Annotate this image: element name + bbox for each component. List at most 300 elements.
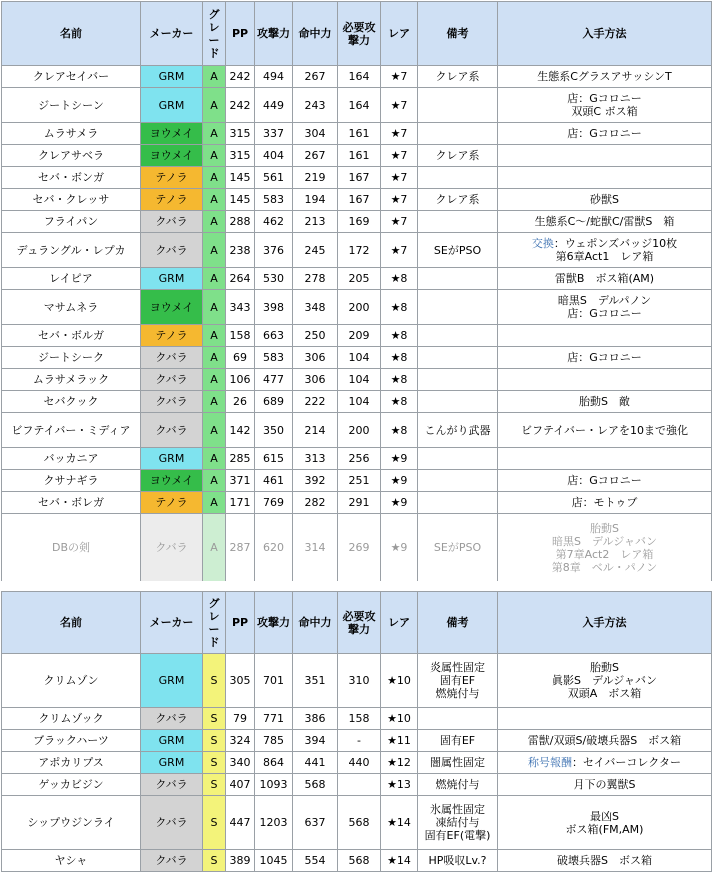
note-cell (418, 123, 498, 145)
note-cell (418, 211, 498, 233)
grade-cell: A (203, 290, 226, 325)
attack-cell: 530 (255, 268, 293, 290)
attack-cell: 337 (255, 123, 293, 145)
header-note: 備考 (418, 592, 498, 654)
table-row (2, 290, 712, 325)
table-row (2, 325, 712, 347)
required-attack-cell: 167 (338, 189, 381, 211)
maker-cell: ヨウメイ (141, 145, 203, 167)
maker-cell: テノラ (141, 189, 203, 211)
rarity-cell: ★10 (381, 708, 418, 730)
grade-cell: A (203, 470, 226, 492)
required-attack-cell: 104 (338, 369, 381, 391)
note-cell (418, 290, 498, 325)
attack-cell: 785 (255, 730, 293, 752)
grade-cell: A (203, 413, 226, 448)
attack-cell: 1093 (255, 774, 293, 796)
rarity-cell: ★7 (381, 211, 418, 233)
pp-cell: 305 (226, 654, 255, 708)
acquire-cell: 砂獣S (498, 189, 712, 211)
grade-cell: A (203, 492, 226, 514)
pp-cell: 238 (226, 233, 255, 268)
header-rarity: レア (381, 592, 418, 654)
maker-cell: クバラ (141, 708, 203, 730)
weapon-name: ブラックハーツ (2, 730, 141, 752)
table-row (2, 796, 712, 850)
attack-cell: 398 (255, 290, 293, 325)
note-cell (418, 268, 498, 290)
attack-cell: 1203 (255, 796, 293, 850)
maker-cell: テノラ (141, 167, 203, 189)
pp-cell: 447 (226, 796, 255, 850)
weapon-name: ジートシーン (2, 88, 141, 123)
maker-cell: GRM (141, 730, 203, 752)
required-attack-cell: 256 (338, 448, 381, 470)
grade-cell: S (203, 752, 226, 774)
maker-cell: クバラ (141, 850, 203, 872)
attack-cell: 561 (255, 167, 293, 189)
pp-cell: 340 (226, 752, 255, 774)
acquire-cell: 暗黒S デルパノン 店：Gコロニー (498, 290, 712, 325)
accuracy-cell: 441 (293, 752, 338, 774)
acquire-cell (498, 145, 712, 167)
maker-cell: クバラ (141, 391, 203, 413)
maker-cell: ヨウメイ (141, 290, 203, 325)
required-attack-cell: 169 (338, 211, 381, 233)
grade-cell: S (203, 774, 226, 796)
grade-cell: S (203, 708, 226, 730)
rarity-cell: ★8 (381, 325, 418, 347)
table-row (2, 167, 712, 189)
pp-cell: 106 (226, 369, 255, 391)
weapon-name: ジートシーク (2, 347, 141, 369)
pp-cell: 171 (226, 492, 255, 514)
required-attack-cell (338, 774, 381, 796)
acquire-link[interactable]: 称号報酬 (527, 756, 572, 769)
pp-cell: 315 (226, 123, 255, 145)
note-cell: クレア系 (418, 189, 498, 211)
maker-cell: クバラ (141, 774, 203, 796)
acquire-cell: 店：Gコロニー (498, 347, 712, 369)
weapon-name: クリムゾック (2, 708, 141, 730)
required-attack-cell: - (338, 730, 381, 752)
table-gap (0, 581, 712, 591)
pp-cell: 324 (226, 730, 255, 752)
acquire-cell: ビフテイバー・レアを10まで強化 (498, 413, 712, 448)
pp-cell: 142 (226, 413, 255, 448)
pp-cell: 69 (226, 347, 255, 369)
note-cell: 氷属性固定 凍結付与 固有EF(電撃) (418, 796, 498, 850)
required-attack-cell: 161 (338, 145, 381, 167)
acquire-cell (498, 369, 712, 391)
maker-cell: クバラ (141, 347, 203, 369)
acquire-cell: 店：Gコロニー (498, 123, 712, 145)
attack-cell: 663 (255, 325, 293, 347)
weapon-name: セバ・ボンガ (2, 167, 141, 189)
grade-cell: S (203, 796, 226, 850)
required-attack-cell: 172 (338, 233, 381, 268)
header-grade: グレード (203, 592, 226, 654)
accuracy-cell: 267 (293, 145, 338, 167)
grade-cell: A (203, 189, 226, 211)
rarity-cell: ★8 (381, 347, 418, 369)
table-row (2, 752, 712, 774)
rarity-cell: ★8 (381, 290, 418, 325)
table-row (2, 88, 712, 123)
acquire-cell: 生態系C～/蛇獣C/雷獣S 箱 (498, 211, 712, 233)
accuracy-cell: 386 (293, 708, 338, 730)
attack-cell: 404 (255, 145, 293, 167)
weapon-name: クサナギラ (2, 470, 141, 492)
required-attack-cell: 251 (338, 470, 381, 492)
pp-cell: 287 (226, 514, 255, 582)
header-pp: PP (226, 592, 255, 654)
pp-cell: 242 (226, 66, 255, 88)
weapon-name: アポカリプス (2, 752, 141, 774)
table-row (2, 470, 712, 492)
maker-cell: GRM (141, 654, 203, 708)
acquire-cell: 交換：ウェポンズバッジ10枚 第6章Act1 レア箱 (498, 233, 712, 268)
header-maker: メーカー (141, 2, 203, 66)
required-attack-cell: 568 (338, 796, 381, 850)
weapon-name: ヤシャ (2, 850, 141, 872)
accuracy-cell: 394 (293, 730, 338, 752)
accuracy-cell: 278 (293, 268, 338, 290)
attack-cell: 583 (255, 189, 293, 211)
attack-cell: 701 (255, 654, 293, 708)
weapon-name: レイピア (2, 268, 141, 290)
rarity-cell: ★7 (381, 66, 418, 88)
required-attack-cell: 167 (338, 167, 381, 189)
acquire-cell: 最凶S ボス箱(FM,AM) (498, 796, 712, 850)
maker-cell: テノラ (141, 325, 203, 347)
grade-cell: A (203, 325, 226, 347)
rarity-cell: ★8 (381, 413, 418, 448)
header-name: 名前 (2, 592, 141, 654)
note-cell (418, 470, 498, 492)
rarity-cell: ★7 (381, 123, 418, 145)
maker-cell: ヨウメイ (141, 470, 203, 492)
pp-cell: 145 (226, 189, 255, 211)
header-pp: PP (226, 2, 255, 66)
grade-cell: A (203, 369, 226, 391)
required-attack-cell: 104 (338, 347, 381, 369)
weapon-name: ムラサメラック (2, 369, 141, 391)
weapon-name: ゲッカビジン (2, 774, 141, 796)
accuracy-cell: 213 (293, 211, 338, 233)
required-attack-cell: 205 (338, 268, 381, 290)
table-row (2, 189, 712, 211)
table-row (2, 211, 712, 233)
accuracy-cell: 282 (293, 492, 338, 514)
acquire-link[interactable]: 交換 (531, 237, 554, 250)
acquire-cell: 雷獣B ボス箱(AM) (498, 268, 712, 290)
acquire-cell: 雷獣/双頭S/破壊兵器S ボス箱 (498, 730, 712, 752)
rarity-cell: ★12 (381, 752, 418, 774)
accuracy-cell: 351 (293, 654, 338, 708)
required-attack-cell: 310 (338, 654, 381, 708)
required-attack-cell: 164 (338, 88, 381, 123)
attack-cell: 583 (255, 347, 293, 369)
accuracy-cell: 219 (293, 167, 338, 189)
acquire-cell: 生態系CグラスアサッシンT (498, 66, 712, 88)
weapon-name: クリムゾン (2, 654, 141, 708)
pp-cell: 145 (226, 167, 255, 189)
weapon-table-grade-s (1, 591, 712, 872)
header-acquire: 入手方法 (498, 592, 712, 654)
grade-cell: A (203, 391, 226, 413)
pp-cell: 79 (226, 708, 255, 730)
grade-cell: A (203, 145, 226, 167)
acquire-cell (498, 167, 712, 189)
rarity-cell: ★11 (381, 730, 418, 752)
note-cell: SEがPSO (418, 514, 498, 582)
note-cell: クレア系 (418, 66, 498, 88)
table-header-row (2, 2, 712, 66)
header-required-attack: 必要攻撃力 (338, 592, 381, 654)
attack-cell: 462 (255, 211, 293, 233)
table-row (2, 123, 712, 145)
accuracy-cell: 306 (293, 347, 338, 369)
note-cell: 炎属性固定 固有EF 燃焼付与 (418, 654, 498, 708)
attack-cell: 350 (255, 413, 293, 448)
pp-cell: 285 (226, 448, 255, 470)
rarity-cell: ★13 (381, 774, 418, 796)
rarity-cell: ★7 (381, 233, 418, 268)
table-row (2, 66, 712, 88)
header-accuracy: 命中力 (293, 592, 338, 654)
attack-cell: 615 (255, 448, 293, 470)
weapon-name: シップウジンライ (2, 796, 141, 850)
accuracy-cell: 392 (293, 470, 338, 492)
accuracy-cell: 637 (293, 796, 338, 850)
rarity-cell: ★9 (381, 492, 418, 514)
weapon-name: セバ・ボルガ (2, 325, 141, 347)
table-row (2, 391, 712, 413)
header-required-attack: 必要攻撃力 (338, 2, 381, 66)
header-rarity: レア (381, 2, 418, 66)
accuracy-cell: 214 (293, 413, 338, 448)
weapon-name: バッカニア (2, 448, 141, 470)
weapon-name: ムラサメラ (2, 123, 141, 145)
accuracy-cell: 306 (293, 369, 338, 391)
table-row (2, 730, 712, 752)
header-attack: 攻撃力 (255, 2, 293, 66)
grade-cell: S (203, 730, 226, 752)
maker-cell: クバラ (141, 369, 203, 391)
attack-cell: 376 (255, 233, 293, 268)
required-attack-cell: 200 (338, 413, 381, 448)
table-header-row (2, 592, 712, 654)
accuracy-cell: 313 (293, 448, 338, 470)
rarity-cell: ★8 (381, 268, 418, 290)
weapon-name: セバ・ボレガ (2, 492, 141, 514)
header-acquire: 入手方法 (498, 2, 712, 66)
required-attack-cell: 104 (338, 391, 381, 413)
header-maker: メーカー (141, 592, 203, 654)
acquire-cell (498, 448, 712, 470)
rarity-cell: ★14 (381, 850, 418, 872)
note-cell: 燃焼付与 (418, 774, 498, 796)
grade-cell: A (203, 514, 226, 582)
table-row (2, 448, 712, 470)
acquire-cell: 店：Gコロニー (498, 470, 712, 492)
maker-cell: テノラ (141, 492, 203, 514)
header-accuracy: 命中力 (293, 2, 338, 66)
acquire-cell: 月下の翼獣S (498, 774, 712, 796)
note-cell: SEがPSO (418, 233, 498, 268)
grade-cell: A (203, 88, 226, 123)
accuracy-cell: 314 (293, 514, 338, 582)
rarity-cell: ★9 (381, 514, 418, 582)
table-row (2, 492, 712, 514)
accuracy-cell: 250 (293, 325, 338, 347)
required-attack-cell: 440 (338, 752, 381, 774)
acquire-cell: 称号報酬：セイバーコレクター (498, 752, 712, 774)
pp-cell: 315 (226, 145, 255, 167)
table-row (2, 369, 712, 391)
rarity-cell: ★9 (381, 470, 418, 492)
grade-cell: A (203, 66, 226, 88)
note-cell: HP吸収Lv.? (418, 850, 498, 872)
attack-cell: 864 (255, 752, 293, 774)
weapon-name: デュラングル・レプカ (2, 233, 141, 268)
attack-cell: 689 (255, 391, 293, 413)
accuracy-cell: 222 (293, 391, 338, 413)
note-cell (418, 391, 498, 413)
accuracy-cell: 554 (293, 850, 338, 872)
grade-cell: S (203, 850, 226, 872)
note-cell (418, 325, 498, 347)
required-attack-cell: 164 (338, 66, 381, 88)
acquire-cell: 胎動S 暗黒S デルジャバン 第7章Act2 レア箱 第8章 ベル・パノン (498, 514, 712, 582)
pp-cell: 371 (226, 470, 255, 492)
accuracy-cell: 267 (293, 66, 338, 88)
attack-cell: 449 (255, 88, 293, 123)
attack-cell: 461 (255, 470, 293, 492)
grade-cell: A (203, 347, 226, 369)
attack-cell: 494 (255, 66, 293, 88)
weapon-name: クレアセイバー (2, 66, 141, 88)
acquire-cell: 店：モトゥブ (498, 492, 712, 514)
grade-cell: A (203, 211, 226, 233)
acquire-cell (498, 708, 712, 730)
note-cell (418, 369, 498, 391)
table-row (2, 145, 712, 167)
maker-cell: クバラ (141, 796, 203, 850)
note-cell: 固有EF (418, 730, 498, 752)
rarity-cell: ★10 (381, 654, 418, 708)
weapon-name: セバクック (2, 391, 141, 413)
weapon-name: DBの剣 (2, 514, 141, 582)
note-cell (418, 492, 498, 514)
grade-cell: S (203, 654, 226, 708)
grade-cell: A (203, 167, 226, 189)
maker-cell: ヨウメイ (141, 123, 203, 145)
pp-cell: 343 (226, 290, 255, 325)
weapon-table-grade-a (1, 1, 712, 582)
required-attack-cell: 568 (338, 850, 381, 872)
note-cell (418, 448, 498, 470)
pp-cell: 389 (226, 850, 255, 872)
table-row (2, 413, 712, 448)
rarity-cell: ★7 (381, 88, 418, 123)
table-row (2, 654, 712, 708)
rarity-cell: ★7 (381, 189, 418, 211)
accuracy-cell: 304 (293, 123, 338, 145)
pp-cell: 407 (226, 774, 255, 796)
weapon-name: セバ・クレッサ (2, 189, 141, 211)
attack-cell: 769 (255, 492, 293, 514)
attack-cell: 620 (255, 514, 293, 582)
required-attack-cell: 161 (338, 123, 381, 145)
weapon-name: マサムネラ (2, 290, 141, 325)
weapon-name: ビフテイバー・ミディア (2, 413, 141, 448)
accuracy-cell: 245 (293, 233, 338, 268)
header-note: 備考 (418, 2, 498, 66)
rarity-cell: ★9 (381, 448, 418, 470)
table-row (2, 347, 712, 369)
acquire-cell: 胎動S 眞影S デルジャバン 双頭A ボス箱 (498, 654, 712, 708)
required-attack-cell: 209 (338, 325, 381, 347)
acquire-cell: 胎動S 敵 (498, 391, 712, 413)
required-attack-cell: 269 (338, 514, 381, 582)
note-cell (418, 708, 498, 730)
maker-cell: GRM (141, 88, 203, 123)
attack-cell: 771 (255, 708, 293, 730)
rarity-cell: ★7 (381, 167, 418, 189)
weapon-name: クレアサベラ (2, 145, 141, 167)
accuracy-cell: 194 (293, 189, 338, 211)
maker-cell: GRM (141, 752, 203, 774)
pp-cell: 26 (226, 391, 255, 413)
maker-cell: GRM (141, 268, 203, 290)
pp-cell: 288 (226, 211, 255, 233)
acquire-cell (498, 325, 712, 347)
rarity-cell: ★14 (381, 796, 418, 850)
note-cell: 闇属性固定 (418, 752, 498, 774)
maker-cell: クバラ (141, 413, 203, 448)
maker-cell: クバラ (141, 514, 203, 582)
note-cell (418, 167, 498, 189)
pp-cell: 158 (226, 325, 255, 347)
note-cell: こんがり武器 (418, 413, 498, 448)
grade-cell: A (203, 268, 226, 290)
required-attack-cell: 158 (338, 708, 381, 730)
maker-cell: GRM (141, 66, 203, 88)
header-name: 名前 (2, 2, 141, 66)
accuracy-cell: 243 (293, 88, 338, 123)
grade-cell: A (203, 233, 226, 268)
required-attack-cell: 291 (338, 492, 381, 514)
rarity-cell: ★7 (381, 145, 418, 167)
pp-cell: 264 (226, 268, 255, 290)
accuracy-cell: 348 (293, 290, 338, 325)
rarity-cell: ★8 (381, 391, 418, 413)
accuracy-cell: 568 (293, 774, 338, 796)
note-cell: クレア系 (418, 145, 498, 167)
maker-cell: GRM (141, 448, 203, 470)
attack-cell: 1045 (255, 850, 293, 872)
table-row (2, 774, 712, 796)
header-attack: 攻撃力 (255, 592, 293, 654)
rarity-cell: ★8 (381, 369, 418, 391)
table-row (2, 268, 712, 290)
table-row (2, 708, 712, 730)
grade-cell: A (203, 123, 226, 145)
maker-cell: クバラ (141, 233, 203, 268)
note-cell (418, 347, 498, 369)
